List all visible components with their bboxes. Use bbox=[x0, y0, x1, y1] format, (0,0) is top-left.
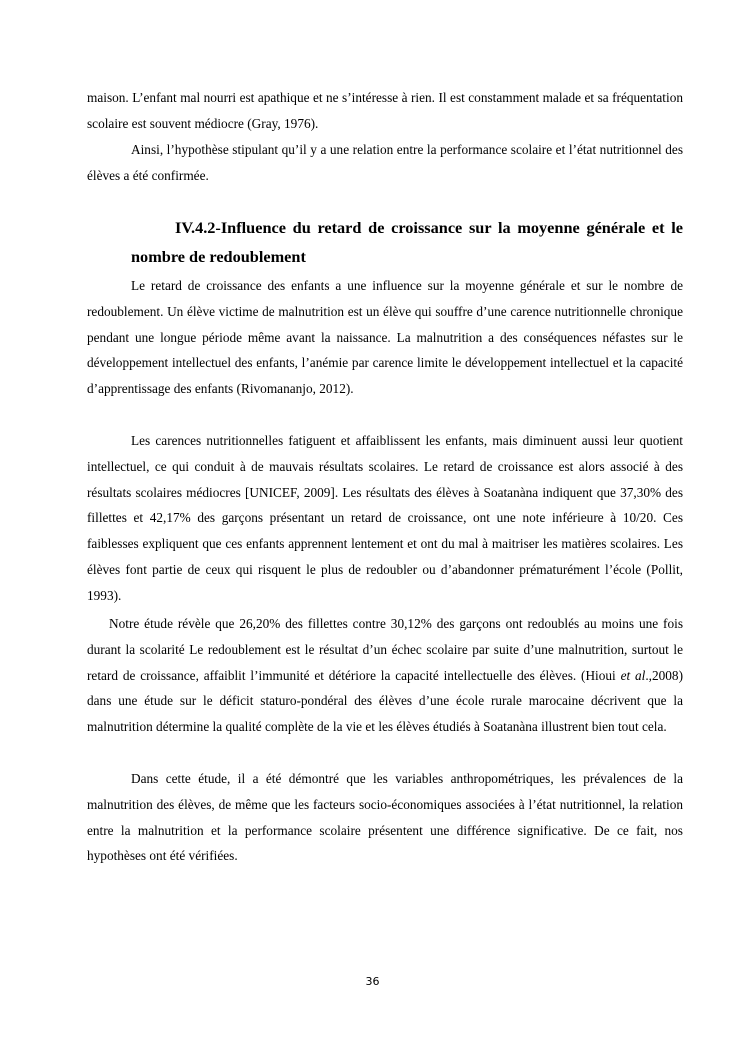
paragraph-repetition-text-end: .,2008) dans une étude sur le déficit staturo-pondéral des élèves d’une école rurale marocaine décrivent que la malnutrition détermine la qualité complète de la vie et les élèves étudiés à Soatanàna illustrent bien tout cela. bbox=[87, 667, 683, 735]
paragraph-growth-retardation: Le retard de croissance des enfants a une influence sur la moyenne générale et sur le nombre de redoublement. Un élève victime de malnutrition est un élève qui souffre d’une carence nutritionnelle chronique pendant une longue période même avant la naissance. La malnutrition a des conséquences néfastes sur le développement intellectuel des enfants, l’anémie par carence limite le développement intellectuel et la capacité d’apprentissage des enfants (Rivomananjo, 2012). bbox=[87, 278, 683, 397]
paragraph-repetition-study bbox=[87, 611, 683, 740]
conclusion-paragraph: Ainsi, l’hypothèse stipulant qu’il y a une relation entre la performance scolaire et l’état nutritionnel des élèves a été confirmée. bbox=[87, 142, 683, 183]
intro-paragraph: maison. L’enfant mal nourri est apathique et ne s’intéresse à rien. Il est constamment malade et sa fréquentation scolaire est souvent médiocre (Gray, 1976). bbox=[87, 90, 683, 131]
paragraph-repetition-text-start: Notre étude révèle que 26,20% des fillettes contre 30,12% des garçons ont redoublés au moins une fois durant la scolarité Le redoublement est le résultat d’un échec scolaire par suite d’une malnutrition, surtout le retard de croissance, affaiblit l’immunité et détériore la capacité intellectuelle des élèves. (Hioui bbox=[87, 616, 683, 683]
paragraph-study-conclusion: Dans cette étude, il a été démontré que les variables anthropométriques, les prévalences de la malnutrition des élèves, de même que les facteurs socio-économiques associées à l’état nutritionnel, la relation entre la malnutrition et la performance scolaire présentent une différence significative. De ce fait, nos hypothèses ont été vérifiées. bbox=[87, 771, 683, 864]
paragraph-nutritional-deficiencies: Les carences nutritionnelles fatiguent et affaiblissent les enfants, mais diminuent aussi leur quotient intellectuel, ce qui conduit à de mauvais résultats scolaires. Le retard de croissance est alors associé à des résultats scolaires médiocres [UNICEF, 2009]. Les résultats des élèves à Soatanàna indiquent que 37,30% des fillettes et 42,17% des garçons présentant un retard de croissance, ont une note inférieure à 10/20. Ces faiblesses expliquent que ces enfants apprennent lentement et ont du mal à maitriser les matières scolaires. Les élèves font partie de ceux qui risquent le plus de redoubler ou d’abandonner prématurément l’école (Pollit, 1993). bbox=[87, 433, 683, 603]
section-heading: IV.4.2-Influence du retard de croissance sur la moyenne générale et le nombre de redoublement bbox=[131, 218, 683, 266]
page-number: 36 bbox=[365, 975, 380, 988]
citation-et-al: et al bbox=[620, 667, 646, 683]
